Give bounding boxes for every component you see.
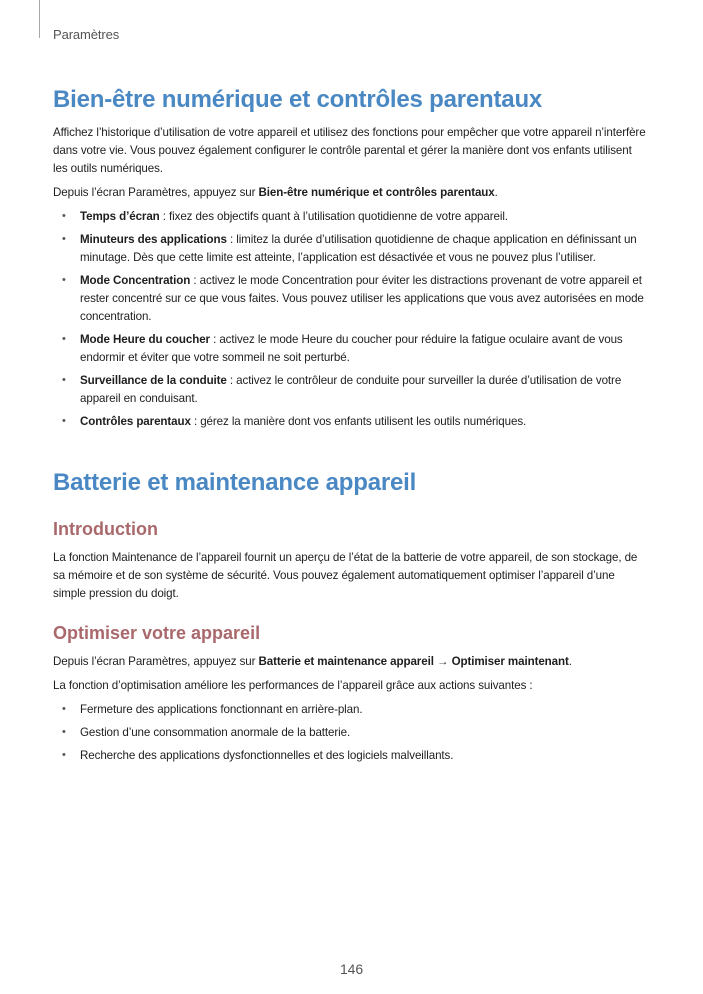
optimize-action-list xyxy=(53,701,649,765)
list-item: • Surveillance de la conduite : activez le contrôleur de conduite pour surveiller la durée d’utilisation de votre appareil en conduisant. xyxy=(53,372,649,408)
bullet: • xyxy=(62,333,66,345)
header-rule xyxy=(39,0,40,38)
section-title-battery: Batterie et maintenance appareil xyxy=(53,469,417,496)
page-content xyxy=(53,84,649,770)
bullet: • xyxy=(62,210,66,222)
bullet: • xyxy=(62,274,66,286)
bullet: • xyxy=(62,233,66,245)
bullet: • xyxy=(62,726,66,738)
optimize-path: Depuis l’écran Paramètres, appuyez sur Batterie et maintenance appareil → Optimiser maintenant. xyxy=(53,655,572,668)
list-item: • Contrôles parentaux : gérez la manière dont vos enfants utilisent les outils numériques. xyxy=(53,413,649,431)
bullet: • xyxy=(62,749,66,761)
bullet: • xyxy=(62,374,66,386)
list-item: • Gestion d’une consommation anormale de la batterie. xyxy=(53,724,649,742)
list-item: • Minuteurs des applications : limitez la durée d’utilisation quotidienne de chaque application en définissant un minutage. Dès que cette limite est atteinte, l’application est désactivée et vous ne pouvez plus l’utiliser. xyxy=(53,231,649,267)
subsection-title-optimize: Optimiser votre appareil xyxy=(53,623,261,643)
subsection-title-introduction: Introduction xyxy=(53,519,158,539)
list-item: • Temps d’écran : fixez des objectifs quant à l’utilisation quotidienne de votre appareil. xyxy=(53,208,649,226)
introduction-text: La fonction Maintenance de l’appareil fournit un aperçu de l’état de la batterie de votre appareil, de son stockage, de sa mémoire et de son système de sécurité. Vous pouvez également automatiquement optimiser l’appareil d’une simple pression du doigt. xyxy=(53,551,638,600)
section-title-wellbeing: Bien-être numérique et contrôles parentaux xyxy=(53,86,543,113)
running-header: Paramètres xyxy=(53,27,120,42)
bullet: • xyxy=(62,703,66,715)
list-item: • Mode Heure du coucher : activez le mode Heure du coucher pour réduire la fatigue oculaire avant de vous endormir et éviter que votre sommeil ne soit perturbé. xyxy=(53,331,649,367)
list-item: • Mode Concentration : activez le mode Concentration pour éviter les distractions provenant de votre appareil et rester concentré sur ce que vous faites. Vous pouvez utiliser les applications que vous avez autorisées en mode concentration. xyxy=(53,272,649,326)
wellbeing-feature-list xyxy=(53,208,649,431)
page-number: 146 xyxy=(339,961,364,977)
wellbeing-intro: Affichez l’historique d’utilisation de votre appareil et utilisez des fonctions pour empêcher que votre appareil n’interfère dans votre vie. Vous pouvez également configurer le contrôle parental et gérer la manière dont vos enfants utilisent les outils numériques. xyxy=(53,126,646,175)
wellbeing-path: Depuis l’écran Paramètres, appuyez sur Bien-être numérique et contrôles parentaux. xyxy=(53,186,498,199)
optimize-lead: La fonction d’optimisation améliore les performances de l’appareil grâce aux actions suivantes : xyxy=(53,679,533,692)
list-item: • Recherche des applications dysfonctionnelles et des logiciels malveillants. xyxy=(53,747,649,765)
list-item: • Fermeture des applications fonctionnant en arrière-plan. xyxy=(53,701,649,719)
bullet: • xyxy=(62,415,66,427)
